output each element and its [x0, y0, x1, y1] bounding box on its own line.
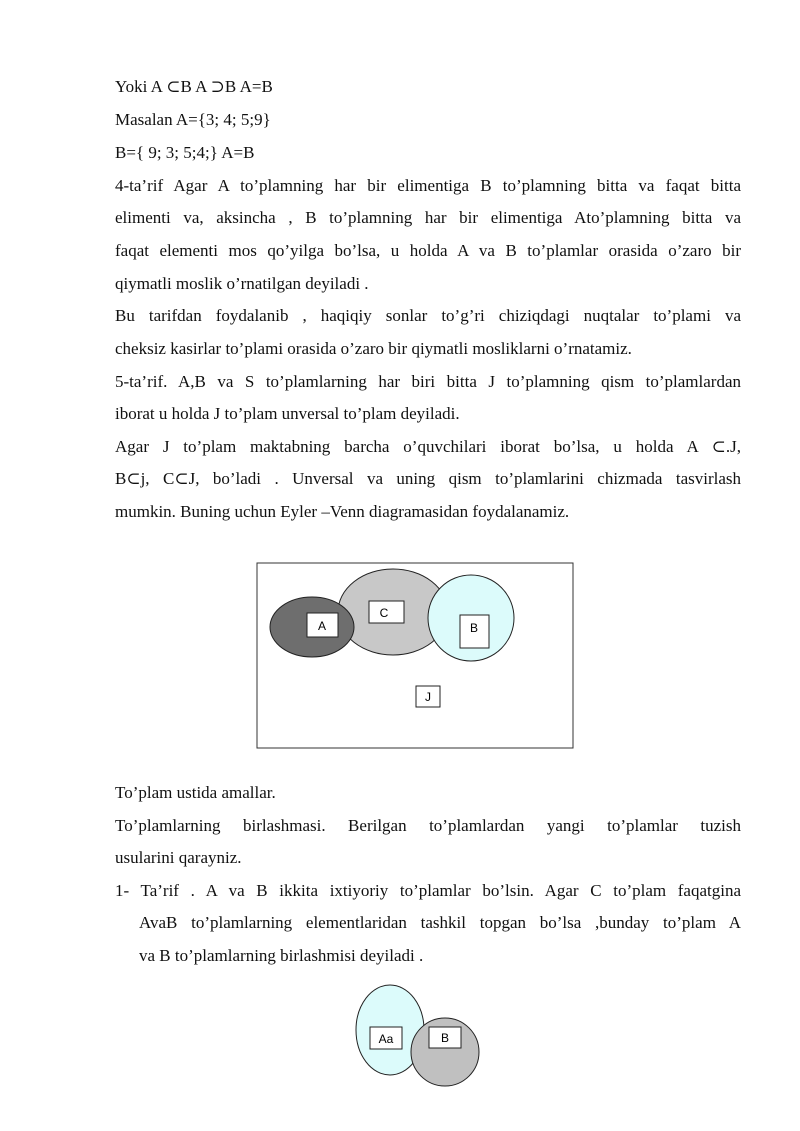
text-line-3: B={ 9; 3; 5;4;} A=B: [115, 143, 255, 162]
definition-4-line-2: elimenti va, aksincha , B to’plamning har bir elimentiga Ato’plamning bitta va: [115, 208, 741, 227]
set-a-label: A: [317, 619, 327, 633]
euler-venn-diagram: [256, 562, 576, 750]
text-line-1: Yoki A ⊂B A ⊃B A=B: [115, 77, 273, 96]
definition-4-line-3: faqat elementi mos qo’yilga bo’lsa, u holda A va B to’plamlar orasida o’zaro bir: [115, 241, 741, 260]
set-b-label: B: [469, 621, 479, 635]
set-j-label: J: [425, 690, 431, 704]
union-diagram: [352, 982, 484, 1090]
paragraph-line-1: Bu tarifdan foydalanib , haqiqiy sonlar to’g’ri chiziqdagi nuqtalar to’plami va: [115, 306, 741, 325]
union-definition-line-2: AvaB to’plamlarning elementlaridan tashkil topgan bo’lsa ,bunday to’plam A: [139, 913, 741, 932]
text-line-2: Masalan A={3; 4; 5;9}: [115, 110, 271, 129]
union-definition-line-1: 1- Ta’rif . A va B ikkita ixtiyoriy to’plamlar bo’lsin. Agar C to’plam faqatgina: [115, 881, 741, 900]
paragraph2-line-3: mumkin. Buning uchun Eyler –Venn diagramasidan foydalanamiz.: [115, 502, 570, 521]
definition-5-line-1: 5-ta’rif. A,B va S to’plamlarning har biri bitta J to’plamning qism to’plamlardan: [115, 372, 741, 391]
set-c-label: C: [379, 606, 389, 620]
set-aa-label: Aa: [378, 1032, 394, 1046]
union-definition-line-3: va B to’plamlarning birlashmisi deyiladi .: [139, 946, 424, 965]
definition-4-line-1: 4-ta’rif Agar A to’plamning har bir elimentiga B to’plamning bitta va faqat bitta: [115, 176, 741, 195]
set-b-label: B: [440, 1031, 450, 1045]
definition-4-line-4: qiymatli moslik o’rnatilgan deyiladi .: [115, 274, 369, 293]
paragraph2-line-1: Agar J to’plam maktabning barcha o’quvchilari iborat bo’lsa, u holda A ⊂.J,: [115, 437, 741, 456]
definition-5-line-2: iborat u holda J to’plam unversal to’plam deyiladi.: [115, 404, 460, 423]
union-paragraph-line-1: To’plamlarning birlashmasi. Berilgan to’plamlardan yangi to’plamlar tuzish: [115, 816, 741, 835]
union-paragraph-line-2: usularini qarayniz.: [115, 848, 242, 867]
paragraph-line-2: cheksiz kasirlar to’plami orasida o’zaro bir qiymatli mosliklarni o’rnatamiz.: [115, 339, 632, 358]
paragraph2-line-2: B⊂j, C⊂J, bo’ladi . Unversal va uning qism to’plamlarini chizmada tasvirlash: [115, 469, 741, 488]
section-heading: To’plam ustida amallar.: [115, 783, 276, 802]
